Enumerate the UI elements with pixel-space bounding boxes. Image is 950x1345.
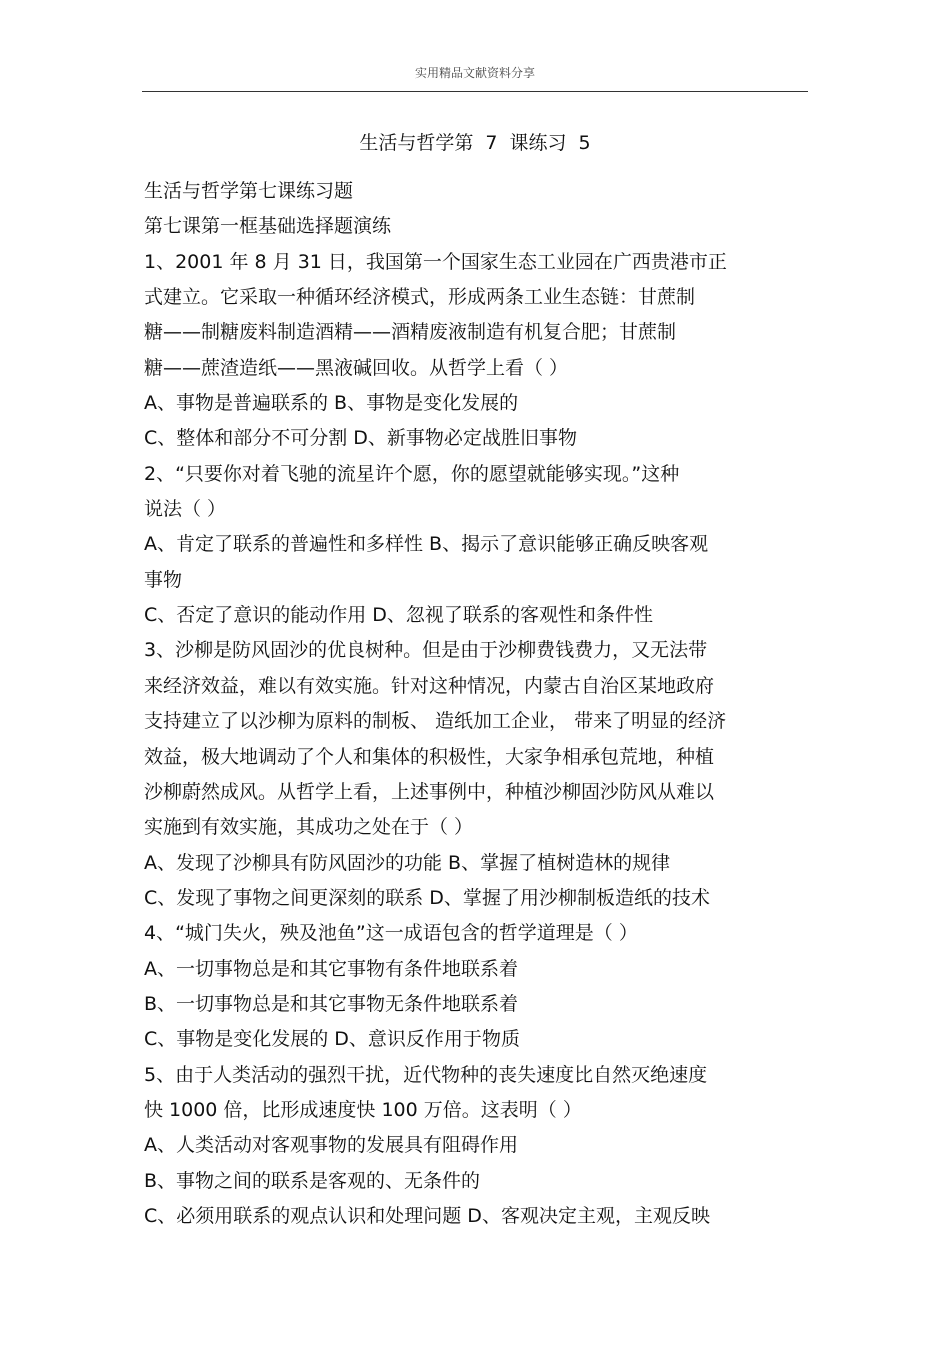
text-line: C、必须用联系的观点认识和处理问题 D、客观决定主观，主观反映 [144,1204,710,1227]
text-line: 糖——制糖废料制造酒精——酒精废液制造有机复合肥；甘蔗制 [144,321,677,344]
page-header: 实用精品文献资料分享 [414,66,535,80]
text-line: A、一切事物总是和其它事物有条件地联系着 [144,957,518,980]
text-line: 支持建立了以沙柳为原料的制板、 造纸加工企业， 带来了明显的经济 [144,710,727,733]
text-line: B、一切事物总是和其它事物无条件地联系着 [144,992,519,1015]
document-title: 生活与哲学第 7 课练习 5 [359,132,591,154]
text-line: 式建立。它采取一种循环经济模式，形成两条工业生态链：甘蔗制 [144,286,696,309]
text-line: C、发现了事物之间更深刻的联系 D、掌握了用沙柳制板造纸的技术 [144,886,710,909]
text-line: 1、2001 年 8 月 31 日，我国第一个国家生态工业园在广西贵港市正 [144,250,727,273]
text-line: 生活与哲学第七课练习题 [144,180,354,202]
text-line: A、肯定了联系的普遍性和多样性 B、揭示了意识能够正确反映客观 [144,533,709,556]
text-line: 沙柳蔚然成风。从哲学上看，上述事例中，种植沙柳固沙防风从难以 [144,780,715,803]
text-line: 事物 [144,568,183,591]
header-rule [142,91,808,92]
text-line: 第七课第一框基础选择题演练 [144,215,392,238]
text-line: A、人类活动对客观事物的发展具有阻碍作用 [144,1134,518,1157]
text-line: 实施到有效实施，其成功之处在于（ ） [144,816,474,839]
text-line: C、事物是变化发展的 D、意识反作用于物质 [144,1028,520,1051]
text-line: A、发现了沙柳具有防风固沙的功能 B、掌握了植树造林的规律 [144,851,671,874]
document-body [144,174,804,1234]
text-line: C、整体和部分不可分割 D、新事物必定战胜旧事物 [144,427,577,450]
text-line: 4、“城门失火，殃及池鱼”这一成语包含的哲学道理是（ ） [144,922,638,945]
text-line: C、否定了意识的能动作用 D、忽视了联系的客观性和条件性 [144,604,653,627]
text-line: 2、“只要你对着飞驰的流星许个愿，你的愿望就能够实现。”这种 [144,462,680,485]
text-line: 效益，极大地调动了个人和集体的积极性，大家争相承包荒地，种植 [144,745,715,768]
text-line: 说法（ ） [144,498,227,521]
text-line: 5、由于人类活动的强烈干扰，近代物种的丧失速度比自然灭绝速度 [144,1063,708,1086]
text-line: A、事物是普遍联系的 B、事物是变化发展的 [144,392,519,415]
text-line: 3、沙柳是防风固沙的优良树种。但是由于沙柳费钱费力，又无法带 [144,639,708,662]
text-line: 糖——蔗渣造纸——黑液碱回收。从哲学上看（ ） [144,356,569,379]
text-line: 来经济效益，难以有效实施。针对这种情况，内蒙古自治区某地政府 [144,674,715,697]
text-line: 快 1000 倍，比形成速度快 100 万倍。这表明（ ） [144,1098,582,1121]
text-line: B、事物之间的联系是客观的、无条件的 [144,1169,481,1192]
